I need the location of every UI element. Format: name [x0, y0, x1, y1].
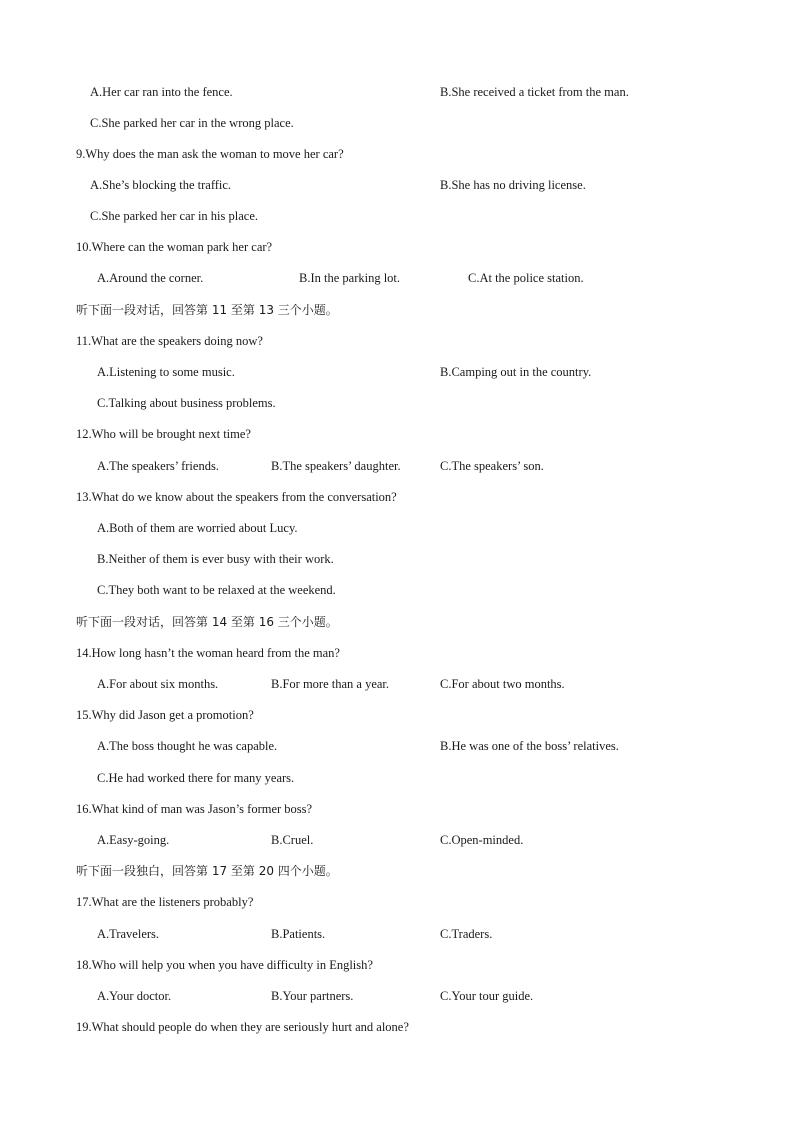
q17-stem: 17.What are the listeners probably?: [76, 895, 254, 909]
q9-option-b: B.She has no driving license.: [440, 178, 586, 192]
q9-option-c: C.She parked her car in his place.: [90, 209, 258, 223]
q18-option-a: A.Your doctor.: [97, 989, 172, 1003]
q10-option-b: B.In the parking lot.: [299, 271, 401, 285]
q15-option-c: C.He had worked there for many years.: [97, 771, 295, 785]
q8-option-b: B.She received a ticket from the man.: [440, 85, 629, 99]
q12-option-a: A.The speakers’ friends.: [97, 459, 219, 473]
section-heading-1: 听下面一段对话，回答第 11 至第 13 三个小题。: [76, 303, 338, 317]
q9-stem: 9.Why does the man ask the woman to move her car?: [76, 147, 344, 161]
q12-option-c: C.The speakers’ son.: [440, 459, 544, 473]
q11-option-b: B.Camping out in the country.: [440, 365, 592, 379]
q14-option-b: B.For more than a year.: [271, 677, 390, 691]
q15-stem: 15.Why did Jason get a promotion?: [76, 708, 254, 722]
q12-stem: 12.Who will be brought next time?: [76, 427, 251, 441]
q14-stem: 14.How long hasn’t the woman heard from the man?: [76, 646, 340, 660]
section-heading-3: 听下面一段独白，回答第 17 至第 20 四个小题。: [76, 864, 338, 878]
q10-stem: 10.Where can the woman park her car?: [76, 240, 273, 254]
q10-option-a: A.Around the corner.: [97, 271, 204, 285]
q11-option-a: A.Listening to some music.: [97, 365, 235, 379]
q8-option-a: A.Her car ran into the fence.: [90, 85, 233, 99]
q16-option-b: B.Cruel.: [271, 833, 314, 847]
q9-option-a: A.She’s blocking the traffic.: [90, 178, 232, 192]
q15-option-a: A.The boss thought he was capable.: [97, 739, 278, 753]
q17-option-c: C.Traders.: [440, 927, 493, 941]
q18-option-b: B.Your partners.: [271, 989, 354, 1003]
q16-stem: 16.What kind of man was Jason’s former boss?: [76, 802, 313, 816]
q15-option-b: B.He was one of the boss’ relatives.: [440, 739, 619, 753]
q13-option-b: B.Neither of them is ever busy with their work.: [97, 552, 334, 566]
q18-stem: 18.Who will help you when you have difficulty in English?: [76, 958, 373, 972]
q11-stem: 11.What are the speakers doing now?: [76, 334, 263, 348]
q16-option-a: A.Easy-going.: [97, 833, 170, 847]
q17-option-a: A.Travelers.: [97, 927, 160, 941]
q18-option-c: C.Your tour guide.: [440, 989, 534, 1003]
q12-option-b: B.The speakers’ daughter.: [271, 459, 401, 473]
q14-option-a: A.For about six months.: [97, 677, 219, 691]
q17-option-b: B.Patients.: [271, 927, 326, 941]
q11-option-c: C.Talking about business problems.: [97, 396, 276, 410]
q13-option-c: C.They both want to be relaxed at the weekend.: [97, 583, 336, 597]
q14-option-c: C.For about two months.: [440, 677, 565, 691]
q16-option-c: C.Open-minded.: [440, 833, 524, 847]
q13-stem: 13.What do we know about the speakers from the conversation?: [76, 490, 397, 504]
q13-option-a: A.Both of them are worried about Lucy.: [97, 521, 298, 535]
q8-option-c: C.She parked her car in the wrong place.: [90, 116, 294, 130]
section-heading-2: 听下面一段对话，回答第 14 至第 16 三个小题。: [76, 615, 338, 629]
q19-stem: 19.What should people do when they are seriously hurt and alone?: [76, 1020, 409, 1034]
q10-option-c: C.At the police station.: [468, 271, 584, 285]
